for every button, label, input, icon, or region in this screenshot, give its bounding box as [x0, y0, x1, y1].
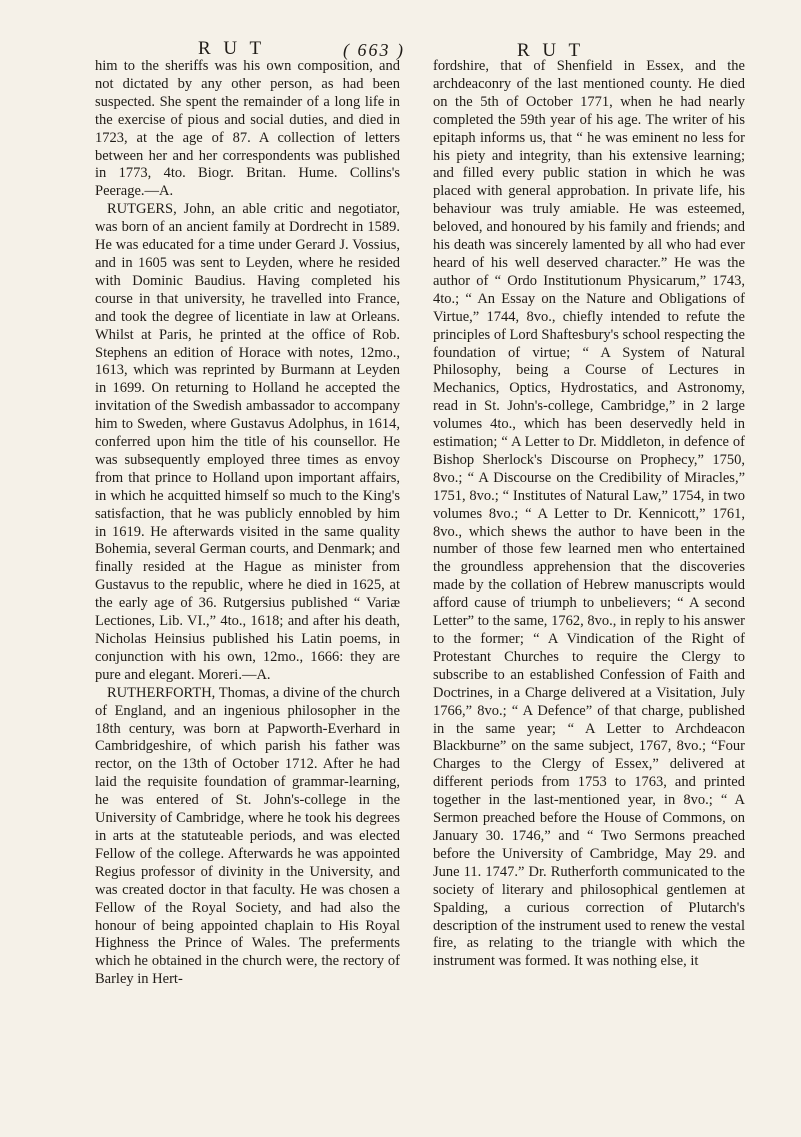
- entry-rutherforth: RUTHERFORTH, Thomas, a divine of the church of England, and an ingenious philosopher in the 18th century, was born at Papworth-Everhard in Cambridgeshire, of which parish his father was rector, on the 13th of October 1712. After he had laid the requisite foundation of grammar-learning, he was entered of St. John's-college in the University of Cambridge, where he took his degrees in arts at the statuteable periods, and was elected Fellow of the college. Afterwards he was appointed Regius professor of divinity in the University, and was created doctor in that faculty. He was chosen a Fellow of the Royal Society, and had also the honour of being appointed chaplain to His Royal Highness the Prince of Wales. The preferments which he obtained in the church were, the rectory of Barley in Hert-: [95, 684, 400, 988]
- entry-continuation-paragraph: him to the sheriffs was his own composition, and not dictated by any other person, as had been suspected. She spent the remainder of a long life in the exercise of pious and social duties, and died in 1723, at the age of 87. A collection of letters between her and her correspondents was published in 1773, 4to. Biogr. Britan. Hume. Collins's Peerage.—A.: [95, 58, 400, 200]
- right-column: [433, 58, 745, 971]
- header-right-title: R U T: [517, 40, 585, 61]
- header-left-title: R U T: [198, 38, 266, 59]
- left-column: [95, 58, 400, 989]
- running-header: [0, 30, 801, 61]
- entry-rutherforth-continued: fordshire, that of Shenfield in Essex, and the archdeaconry of the last mentioned county. He died on the 5th of October 1771, when he had nearly completed the 59th year of his age. The writer of his epitaph informs us, that “ he was eminent no less for his piety and integrity, than his extensive learning; and filled every public station in which he was placed with general approbation. In private life, his behaviour was truly amiable. He was esteemed, beloved, and honoured by his family and friends; and his death was sincerely lamented by all who had ever heard of his well deserved character.” He was the author of “ Ordo Institutionum Physicarum,” 1743, 4to.; “ An Essay on the Nature and Obligations of Virtue,” 1744, 8vo., chiefly intended to refute the principles of Lord Shaftesbury's school respecting the foundation of virtue; “ A System of Natural Philosophy, being a Course of Lectures in Mechanics, Optics, Hydrostatics, and Astronomy, read in St. John's-college, Cambridge,” in 2 large volumes 4to., which has been deservedly held in estimation; “ A Letter to Dr. Middleton, in defence of Bishop Sherlock's Discourse on Prophecy,” 1750, 8vo.; “ A Discourse on the Credibility of Miracles,” 1751, 8vo.; “ Institutes of Natural Law,” 1754, in two volumes 8vo.; “ A Letter to Dr. Kennicott,” 1761, 8vo., which shews the author to have been in the number of those few learned men who entertained the groundless apprehension that the discoveries made by the collation of Hebrew manuscripts would afford cause of triumph to unbelievers; “ A second Letter” to the same, 1762, 8vo., in reply to his answer to the former; “ A Vindication of the Right of Protestant Churches to require the Clergy to subscribe to an established Confession of Faith and Doctrines, in a Charge delivered at a Visitation, July 1766,” 8vo.; “ A Defence” of that charge, published in the same year; “ A Letter to Archdeacon Blackburne” on the same subject, 1767, 8vo.; “Four Charges to the Clergy of Essex,” delivered at different periods from 1753 to 1763, and printed together in the last-mentioned year, in 8vo.; “ A Sermon preached before the House of Commons, on January 30. 1746,” and “ Two Sermons preached before the University of Cambridge, May 29. and June 11. 1747.” Dr. Rutherforth communicated to the society of literary and philosophical gentlemen at Spalding, a curious correction of Plutarch's description of the instrument used to renew the vestal fire, as relating to the triangle with which the instrument was formed. It was nothing else, it: [433, 58, 745, 970]
- page-number: ( 663 ): [343, 40, 405, 60]
- entry-rutgers: RUTGERS, John, an able critic and negotiator, was born of an ancient family at Dordrecht in 1589. He was educated for a time under Gerard J. Vossius, and in 1605 was sent to Leyden, where he resided with Dominic Baudius. Having completed his course in that university, he travelled into France, and took the degree of licentiate in law at Orleans. Whilst at Paris, he printed at the office of Rob. Stephens an edition of Horace with notes, 12mo., 1613, which was reprinted by Burmann at Leyden in 1699. On returning to Holland he accepted the invitation of the Swedish ambassador to accompany him to Sweden, where Gustavus Adolphus, in 1614, conferred upon him the title of his counsellor. He was subsequently employed three times as envoy from that prince to Holland upon important affairs, in which he acquitted himself so much to the King's satisfaction, that he was publicly ennobled by him in 1619. He afterwards visited in the same quality Bohemia, several German courts, and Denmark; and finally resided at the Hague as minister from Gustavus to the republic, where he died in 1625, at the early age of 36. Rutgersius published “ Variæ Lectiones, Lib. VI.,” 4to., 1618; and after his death, Nicholas Heinsius published his Latin poems, in conjunction with his own, 12mo., 1666: they are pure and elegant. Moreri.—A.: [95, 201, 400, 683]
